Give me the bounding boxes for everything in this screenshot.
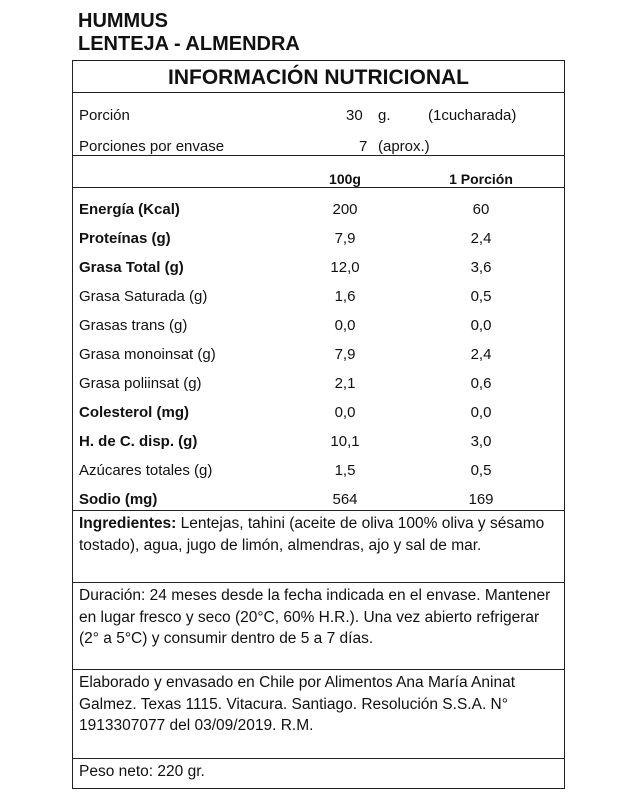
nutrient-value-portion: 0,0 (470, 404, 492, 421)
divider (73, 669, 564, 670)
nutrient-value-100g: 7,9 (334, 230, 356, 247)
nutrient-value-100g: 1,6 (334, 288, 356, 305)
nutrient-value-100g: 10,1 (330, 433, 360, 450)
divider (73, 92, 564, 93)
portion-value: 30 (346, 107, 363, 124)
nutrient-value-portion: 3,0 (470, 433, 492, 450)
nutrition-label (72, 60, 565, 789)
nutrient-value-portion: 2,4 (470, 346, 492, 363)
nutrient-label: Colesterol (mg) (79, 404, 190, 421)
ingredients-label: Ingredientes: (79, 515, 177, 532)
portion-note: (1cucharada) (428, 107, 517, 124)
nutrient-value-100g: 564 (332, 491, 358, 508)
nutrient-value-portion: 3,6 (470, 259, 492, 276)
nutrient-value-100g: 12,0 (330, 259, 360, 276)
nutrient-value-portion: 0,5 (470, 462, 492, 479)
ingredients-section (79, 513, 556, 556)
nutrient-label: Proteínas (g) (79, 230, 171, 247)
portion-unit: g. (378, 107, 391, 124)
nutrient-value-100g: 2,1 (334, 375, 356, 392)
nutrient-value-portion: 2,4 (470, 230, 492, 247)
nutrient-value-portion: 0,5 (470, 288, 492, 305)
nutrient-label: Grasa monoinsat (g) (79, 346, 216, 363)
nutrient-label: H. de C. disp. (g) (79, 433, 198, 450)
nutrient-value-100g: 0,0 (334, 317, 356, 334)
nutrient-label: Grasa Saturada (g) (79, 288, 208, 305)
nutrient-label: Azúcares totales (g) (79, 462, 213, 479)
nutrient-label: Grasa poliinsat (g) (79, 375, 202, 392)
servings-value: 7 (359, 138, 368, 155)
manufacturer-text: Elaborado y envasado en Chile por Alimentos Ana María Aninat Galmez. Texas 1115. Vitacura. Santiago. Resolución S.S.A. N° 1913307077 del 03/09/2019. R.M. (79, 674, 515, 734)
nutrient-value-portion: 0,6 (470, 375, 492, 392)
portion-label: Porción (79, 107, 130, 124)
divider (73, 187, 564, 188)
divider (73, 510, 564, 511)
nutrient-label: Energía (Kcal) (79, 201, 180, 218)
nutrient-value-100g: 7,9 (334, 346, 356, 363)
storage-text: Duración: 24 meses desde la fecha indicada en el envase. Mantener en lugar fresco y seco (20°C, 60% H.R.). Una vez abierto refrigerar (2° a 5°C) y consumir dentro de 5 a 7 días. (79, 587, 551, 647)
nutrient-value-portion: 169 (468, 491, 494, 508)
nutrient-value-100g: 200 (332, 201, 358, 218)
panel-title: INFORMACIÓN NUTRICIONAL (168, 66, 469, 89)
nutrient-label: Grasas trans (g) (79, 317, 188, 334)
product-name: HUMMUS (78, 10, 168, 32)
divider (73, 758, 564, 759)
column-header-100g: 100g (329, 171, 361, 187)
nutrient-value-100g: 1,5 (334, 462, 356, 479)
ingredients-text: Lentejas, tahini (aceite de oliva 100% oliva y sésamo tostado), agua, jugo de limón, almendras, ajo y sal de mar. (79, 515, 545, 554)
divider (73, 155, 564, 156)
servings-label: Porciones por envase (79, 138, 225, 155)
column-header-portion: 1 Porción (449, 171, 513, 187)
servings-note: (aprox.) (378, 138, 430, 155)
nutrient-value-100g: 0,0 (334, 404, 356, 421)
nutrient-value-portion: 60 (472, 201, 490, 218)
divider (73, 582, 564, 583)
product-variant: LENTEJA - ALMENDRA (78, 33, 300, 55)
nutrient-label: Sodio (mg) (79, 491, 158, 508)
net-weight: Peso neto: 220 gr. (79, 763, 205, 780)
nutrient-label: Grasa Total (g) (79, 259, 184, 276)
nutrient-value-portion: 0,0 (470, 317, 492, 334)
